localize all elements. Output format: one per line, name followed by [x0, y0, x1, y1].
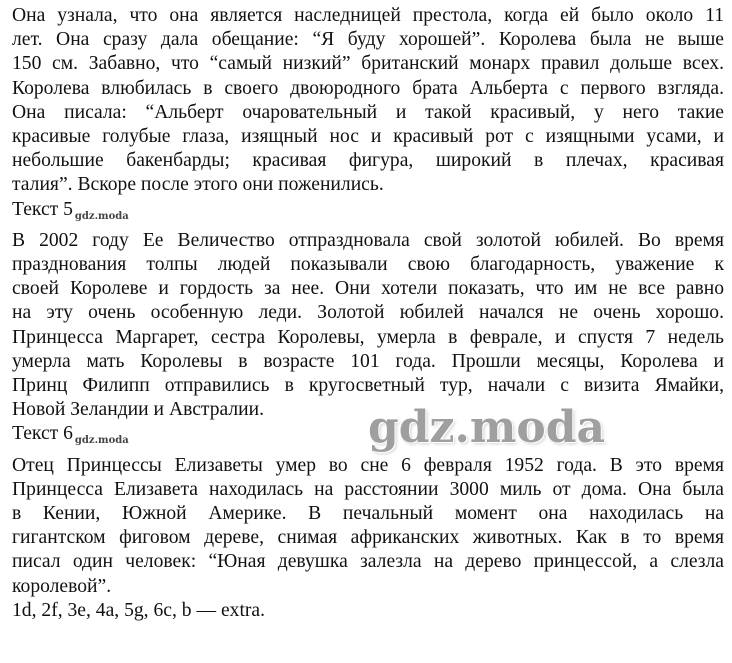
- text-line: талия”. Вскоре после этого они поженились.: [12, 174, 384, 196]
- text-line: Новой Зеландии и Австралии.: [12, 399, 265, 421]
- text-line: своей Королеве и гордость за нее. Они хотели показать, что им не все равно: [12, 278, 724, 300]
- document-page: [12, 4, 724, 623]
- paragraph-jubilee: [12, 229, 724, 423]
- heading-label: Текст 5: [12, 198, 73, 220]
- text-line: писал один человек: “Юная девушка залезла на дерево принцессой, а слезла: [12, 551, 724, 573]
- text-line: лет. Она сразу дала обещание: “Я буду хорошей”. Королева была не выше: [12, 29, 724, 51]
- watermark-small: gdz.moda: [74, 210, 129, 222]
- text-line: 150 см. Забавно, что “самый низкий” британский монарх правил дольше всех.: [12, 53, 724, 75]
- text-line: на эту очень особенную леди. Золотой юбилей начался не очень хорошо.: [12, 302, 724, 324]
- text-line: празднования толпы людей показывали свою благодарность, уважение к: [12, 254, 724, 276]
- text-line: гигантском фиговом дереве, снимая африканских животных. Как в то время: [12, 527, 724, 549]
- text-line: королевой”.: [12, 575, 112, 597]
- text-line: Принц Филипп отправились в кругосветный тур, начали с визита Ямайки,: [12, 375, 724, 397]
- text-line: в Кении, Южной Америке. В печальный момент она находилась на: [12, 503, 724, 525]
- watermark-large: gdz.moda: [368, 402, 606, 453]
- paragraph-elizabeth: [12, 454, 724, 599]
- paragraph-victoria: [12, 4, 724, 198]
- answers-line: 1d, 2f, 3e, 4a, 5g, 6c, b — extra.: [12, 599, 266, 621]
- text-line: небольшие бакенбарды; красивая фигура, широкий в плечах, красивая: [12, 150, 724, 172]
- watermark-small: gdz.moda: [74, 435, 129, 447]
- text-line: В 2002 году Ее Величество отпраздновала свой золотой юбилей. Во время: [12, 229, 724, 251]
- heading-label: Текст 6: [12, 423, 73, 445]
- text-line: красивые голубые глаза, изящный нос и красивый рот с изящными усами, и: [12, 126, 724, 148]
- text-line: Принцесса Елизавета находилась на расстоянии 3000 миль от дома. Она была: [12, 478, 724, 500]
- text-line: умерла мать Королевы в возрасте 101 года. Прошли месяцы, Королева и: [12, 350, 724, 372]
- text-line: Принцесса Маргарет, сестра Королевы, умерла в феврале, и спустя 7 недель: [12, 326, 724, 348]
- text-line: Она узнала, что она является наследницей престола, когда ей было около 11: [12, 5, 724, 26]
- text-line: Она писала: “Альберт очаровательный и такой красивый, у него такие: [12, 101, 724, 123]
- text-line: Отец Принцессы Елизаветы умер во сне 6 февраля 1952 года. В это время: [12, 454, 724, 476]
- text-line: Королева влюбилась в своего двоюродного брата Альберта с первого взгляда.: [12, 77, 724, 99]
- text-5-heading: [12, 198, 724, 229]
